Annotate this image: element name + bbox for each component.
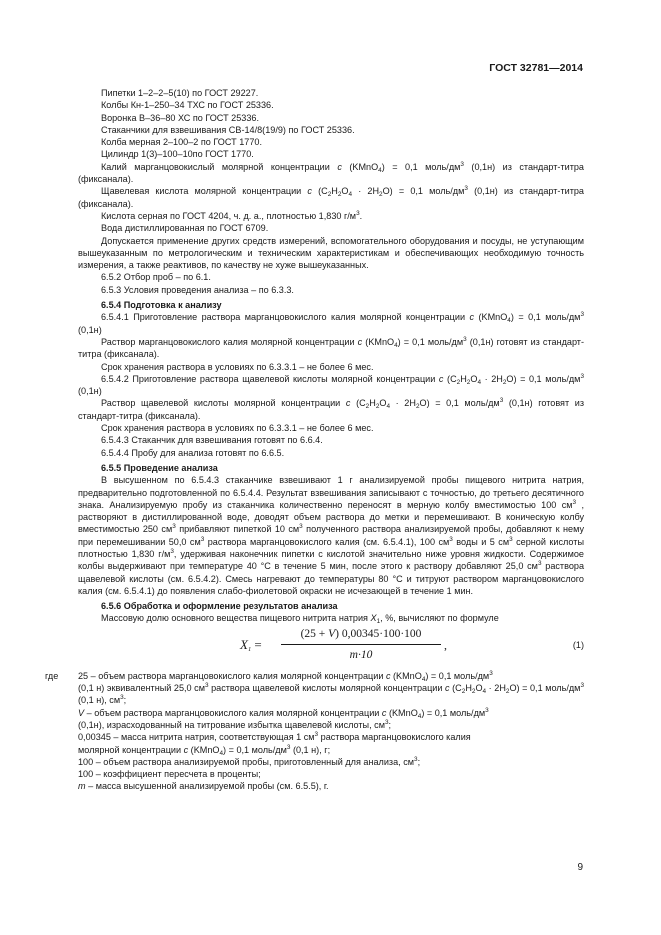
page-number: 9 — [577, 862, 583, 873]
paragraph-6-5-4-1: 6.5.4.1 Приготовление раствора марганцовокислого калия молярной концентрации c (KMnO$_4$) = 0,1 моль/$дм^3$ (0,1н) — [78, 311, 584, 335]
paragraph-6-5-4-2: 6.5.4.2 Приготовление раствора щавелевой кислоты молярной концентрации c $(C_2H_2O_4 \cdot 2H_2O) = 0,1$ моль/$дм^3$ (0,1н) — [78, 372, 584, 397]
formula-lhs: $X_1$ = — [240, 636, 262, 653]
equipment-weighing-cups: Стаканчики для взвешивания СВ-14/8(19/9) по ГОСТ 25336. — [101, 124, 355, 135]
formula-number: (1) — [572, 639, 584, 650]
formula-fraction-bar — [281, 644, 441, 645]
reagent-kmno4: Калий марганцовокислый молярной концентрации c (KMnO$_4$) = 0,1 моль/$дм^3$ (0,1н) из стандарт-титра (фиксанала). — [78, 160, 584, 185]
where-v-line1: V – объем раствора марганцовокислого калия молярной концентрации c (KMnO$_4$) = 0,1 моль/$дм^3$ — [78, 706, 489, 720]
where-m-mass: m – масса высушенной анализируемой пробы (см. 6.5.5), г. — [78, 781, 329, 792]
formula-fraction — [281, 627, 441, 662]
formula-1 — [78, 627, 584, 667]
heading-6-5-6: 6.5.6 Обработка и оформление результатов анализа — [101, 601, 338, 612]
where-25-line1: 25 – объем раствора марганцовокислого калия молярной концентрации c (KMnO$_4$) = 0,1 моль/$дм^3$ — [78, 669, 493, 683]
where-v-line2: (0,1н), израсходованный на титрование избытка щавелевой кислоты, $см^3$; — [78, 718, 392, 730]
where-00345-line2: молярной концентрации c (KMnO$_4$) = 0,1 моль/$дм^3$ (0,1 н), г; — [78, 743, 331, 757]
where-00345-line1: 0,00345 – масса нитрита натрия, соответствующая 1 $см^3$ раствора марганцовокислого калия — [78, 731, 471, 743]
formula-numerator: (25 + V) 0,00345·100·100 — [300, 627, 422, 640]
equipment-cylinder: Цилиндр 1(3)–100–10по ГОСТ 1770. — [101, 149, 254, 160]
paragraph-6-5-4-1-body: Раствор марганцовокислого калия молярной концентрации c (KMnO$_4$) = 0,1 моль/$дм^3$ (0,1н) готовят из стандарт-титра (фиксанала). — [78, 335, 585, 360]
paragraph-6-5-3: 6.5.3 Условия проведения анализа – по 6.3.3. — [101, 284, 294, 295]
reagent-oxalic-acid: Щавелевая кислота молярной концентрации c $(C_2H_2O_4 \cdot 2H_2O) = 0,1$ моль/$дм^3$ (0,1н) из стандарт-титра (фиксанала). — [78, 185, 584, 209]
formula-denominator: m·10 — [349, 648, 373, 661]
paragraph-6-5-6: Массовую долю основного вещества пищевого нитрита натрия $X_1$, %, вычисляют по формуле — [101, 613, 499, 626]
reagent-distilled-water: Вода дистиллированная по ГОСТ 6709. — [101, 223, 269, 234]
reagent-sulfuric-acid: Кислота серная по ГОСТ 4204, ч. д. а., плотностью 1,830 $г/м^3$. — [101, 209, 363, 221]
paragraph-allowed-substitutes: Допускается применение других средств измерений, вспомогательного оборудования и посуды, не уступающим вышеуказанным по метрологическим и техническим характеристикам и обеспечивающих необходимую точность измерения, а также реактивов, по качеству не хуже вышеуказанных. — [78, 235, 584, 271]
equipment-pipettes: Пипетки 1–2–2–5(10) по ГОСТ 29227. — [101, 88, 259, 98]
where-100-volume: 100 – объем раствора анализируемой пробы, приготовленный для анализа, $см^3$; — [78, 755, 421, 767]
formula-comma: , — [444, 637, 447, 652]
paragraph-6-5-4-4: 6.5.4.4 Пробу для анализа готовят по 6.6.5. — [101, 447, 285, 458]
doc-code-header: ГОСТ 32781—2014 — [489, 62, 583, 74]
paragraph-6-5-2: 6.5.2 Отбор проб – по 6.1. — [101, 272, 211, 283]
heading-6-5-4: 6.5.4 Подготовка к анализу — [101, 300, 222, 311]
equipment-volumetric-flask: Колба мерная 2–100–2 по ГОСТ 1770. — [101, 137, 262, 148]
paragraph-6-5-4-2-body: Раствор щавелевой кислоты молярной концентрации c $(C_2H_2O_4 \cdot 2H_2O) = 0,1$ моль/$дм^3$ (0,1н) готовят из стандарт-титра (фиксанала). — [78, 397, 585, 421]
where-100-coefficient: 100 – коэффициент пересчета в проценты; — [78, 769, 261, 780]
paragraph-6-5-5: В высушенном по 6.5.4.3 стаканчике взвешивают 1 г анализируемой пробы пищевого нитрита натрия, предварительно подготовленной по 6.5.4.4. Результат взвешивания записывают с точностью, до третьего десятичного знака. Анализируемую пробу из стаканчика количественно переносят в мерную колбу вместимостью 100 $см^3$ , растворяют в дистиллированной воде, доводят объем раствора до метки и перемешивают. В коническую колбу вместимостью 250 $см^3$ прибавляют пипеткой 10 $см^3$ полученного раствора анализируемой пробы, добавляют к нему при перемешивании 50,0 $см^3$ раствора марганцовокислого калия (см. 6.5.4.1), 100 $см^3$ воды и 5 $см^3$ серной кислоты плотностью 1,830 $г/м^3$, удерживая наконечник пипетки с кислотой значительно ниже уровня жидкости. Содержимое колбы выдерживают при температуре 40 °С в течение 5 мин, после этого к раствору добавляют 25,0 $см^3$ раствора щавелевой кислоты (см. 6.5.4.2). Смесь нагревают до температуры 80 °С и титруют раствором марганцовокислого калия (см. 6.5.4.1) до появления слабо-фиолетовой окраски не исчезающей в течение 1 мин. — [78, 475, 585, 596]
document-body — [45, 87, 585, 793]
where-lead: где — [45, 670, 59, 681]
heading-6-5-5: 6.5.5 Проведение анализа — [101, 462, 218, 473]
where-25-line2: (0,1 н) эквивалентный 25,0 $см^3$ раствора щавелевой кислоты молярной концентрации c $(C_2H_2O_4 \cdot 2H_2O) = 0,1$ моль/$дм^3$ (0,1 н), $см^3$; — [78, 682, 584, 706]
equipment-flasks: Колбы Кн-1–250–34 ТХС по ГОСТ 25336. — [101, 100, 274, 111]
paragraph-storage-2: Срок хранения раствора в условиях по 6.3.3.1 – не более 6 мес. — [101, 423, 374, 434]
paragraph-6-5-4-3: 6.5.4.3 Стаканчик для взвешивания готовят по 6.6.4. — [101, 435, 323, 446]
paragraph-storage-1: Срок хранения раствора в условиях по 6.3.3.1 – не более 6 мес. — [101, 361, 374, 372]
where-list — [45, 669, 584, 793]
equipment-funnel: Воронка В–36–80 ХС по ГОСТ 25336. — [101, 112, 259, 123]
